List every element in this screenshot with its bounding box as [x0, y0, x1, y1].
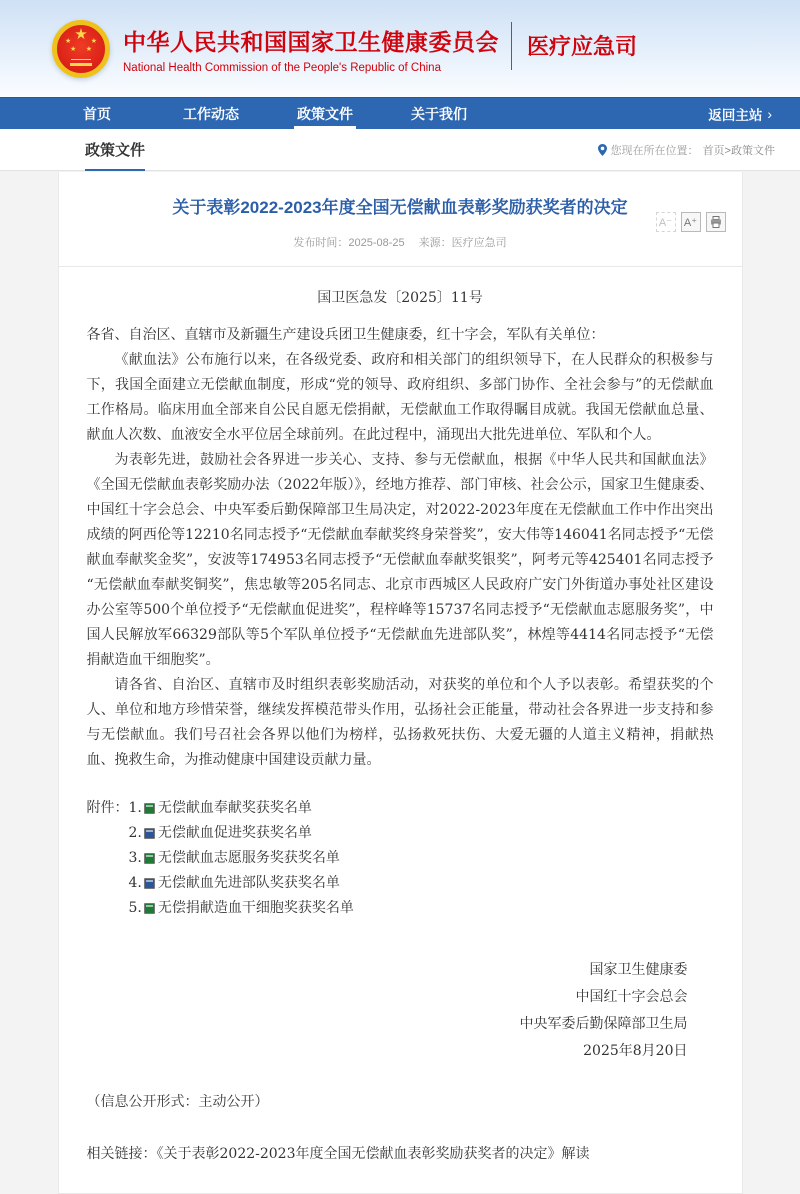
print-button[interactable]: [706, 212, 726, 232]
return-label: 返回主站: [708, 107, 763, 123]
attachment-item: [129, 846, 354, 871]
attachment-number: 1.: [128, 799, 142, 816]
related-links-block: [87, 1143, 714, 1163]
salutation: 各省、自治区、直辖市及新疆生产建设兵团卫生健康委，红十字会，军队有关单位：: [86, 326, 605, 343]
printer-icon: [710, 216, 722, 228]
signature-date: 2025年8月20日: [583, 1042, 688, 1059]
org-name-en: National Health Commission of the People's Republic of China: [123, 61, 441, 74]
emblem-star-icon: ★: [65, 37, 72, 45]
org-name-cn: 中华人民共和国国家卫生健康委员会: [123, 28, 499, 55]
breadcrumb-path[interactable]: 首页>政策文件: [702, 144, 775, 157]
article-paragraph: 《献血法》公布施行以来，在各级党委、政府和相关部门的组织领导下，在人民群众的积极参与下，我国全面建立无偿献血制度，形成“党的领导、政府组织、多部门协作、全社会参与”的无偿献血工作格局。临床用血全部来自公民自愿无偿捐献，无偿献血工作取得瞩目成就。我国无偿献血总量、献血人次数、血液安全水平位居全球前列。在此过程中，涌现出大批先进单位、军队和个人。: [86, 351, 714, 443]
attachment-link[interactable]: 无偿献血志愿服务奖获奖名单: [157, 849, 340, 866]
signature-line: 中央军委后勤保障部卫生局: [519, 1015, 688, 1032]
breadcrumb: [598, 142, 775, 158]
signature-line: 国家卫生健康委: [589, 961, 688, 978]
nav-item-about-us[interactable]: 关于我们: [411, 105, 467, 122]
return-to-main-site-link[interactable]: [708, 98, 772, 129]
document-number: 国卫医急发〔2025〕11号: [317, 289, 483, 306]
nav-item-home[interactable]: 首页: [83, 105, 111, 122]
attachment-number: 2.: [128, 824, 142, 841]
attachment-link[interactable]: 无偿献血奉献奖获奖名单: [157, 799, 312, 816]
attachment-item: [129, 896, 354, 921]
source-label: 来源：: [418, 236, 452, 249]
attachment-item: [129, 871, 354, 896]
emblem-star-icon: ★: [70, 45, 77, 53]
attachment-link[interactable]: 无偿献血促进奖获奖名单: [157, 824, 312, 841]
attachments-block: [87, 796, 714, 921]
article-meta: [87, 234, 714, 250]
attachment-link[interactable]: 无偿献血先进部队奖获奖名单: [157, 874, 340, 891]
emblem-star-icon: ★: [90, 37, 97, 45]
attachment-number: 5.: [128, 899, 142, 916]
china-national-emblem-icon[interactable]: [52, 20, 110, 78]
publish-time-label: 发布时间：: [293, 236, 349, 249]
article-paragraph: 为表彰先进，鼓励社会各界进一步关心、支持、参与无偿献血，根据《中华人民共和国献血法》《全国无偿献血表彰奖励办法（2022年版）》，经地方推荐、部门审核、社会公示，国家卫生健康委、中国红十字会总会、中央军委后勤保障部卫生局决定，对2022-2023年度在无偿献血工作中作出突出成绩的阿西伦等12210名同志授予“无偿献血奉献奖终身荣誉奖”，安大伟等146041名同志授予“无偿献血奉献奖金奖”，安波等174953名同志授予“无偿献血奉献奖银奖”，阿考元等425401名同志授予“无偿献血奉献奖铜奖”，焦忠敏等205名同志、北京市西城区人民政府广安门外街道办事处社区建设办公室等500个单位授予“无偿献血促进奖”，程梓峰等15737名同志授予“无偿献血志愿服务奖”，中国人民解放军66329部队等5个军队单位授予“无偿献血先进部队奖”，林煌等4414名同志授予“无偿捐献造血干细胞奖”。: [86, 451, 714, 668]
disclosure-note: （信息公开形式：主动公开）: [86, 1093, 269, 1110]
site-header: [0, 0, 800, 97]
location-pin-icon: [598, 144, 607, 156]
spreadsheet-file-icon: [144, 803, 155, 814]
attachment-number: 4.: [128, 874, 142, 891]
source-value: 医疗应急司: [451, 236, 507, 249]
spreadsheet-file-icon: [144, 878, 155, 889]
main-nav: [0, 97, 800, 129]
org-title-block: [123, 24, 499, 74]
related-links-label: 相关链接：: [86, 1145, 157, 1162]
article-paragraph: 请各省、自治区、直辖市及时组织表彰奖励活动，对获奖的单位和个人予以表彰。希望获奖的个人、单位和地方珍惜荣誉，继续发挥模范带头作用，弘扬社会正能量，带动社会各界进一步支持和参与无偿献血。我们号召社会各界以他们为榜样，弘扬救死扶伤、大爱无疆的人道主义精神，捐献热血、挽救生命，为推动健康中国建设贡献力量。: [86, 676, 714, 768]
attachments-list: [129, 796, 354, 921]
attachment-link[interactable]: 无偿捐献造血干细胞奖获奖名单: [157, 899, 354, 916]
font-decrease-button[interactable]: A⁻: [656, 212, 676, 232]
content-area: [0, 171, 800, 1162]
chevron-right-icon: ›: [767, 105, 772, 122]
article-body: [87, 323, 714, 773]
font-increase-button[interactable]: A⁺: [681, 212, 701, 232]
section-strip: [0, 129, 800, 171]
nav-item-work-news[interactable]: 工作动态: [183, 105, 239, 122]
breadcrumb-prefix: 您现在所在位置：: [610, 144, 699, 157]
attachment-item: [129, 796, 354, 821]
spreadsheet-file-icon: [144, 853, 155, 864]
section-title: 政策文件: [85, 129, 145, 170]
header-divider: [511, 22, 512, 70]
spreadsheet-file-icon: [144, 828, 155, 839]
emblem-star-icon: ★: [74, 25, 88, 43]
publish-date: 2025-08-25: [348, 236, 405, 249]
emblem-gate-icon: [70, 63, 92, 66]
document-card: [58, 172, 743, 1194]
meta-divider: [59, 266, 742, 267]
article-toolbar: [656, 212, 726, 232]
attachments-label: 附件：: [86, 799, 129, 816]
article-title: 关于表彰2022-2023年度全国无偿献血表彰奖励获奖者的决定: [172, 198, 628, 217]
attachment-number: 3.: [128, 849, 142, 866]
signature-block: [87, 957, 714, 1065]
spreadsheet-file-icon: [144, 903, 155, 914]
emblem-star-icon: ★: [85, 45, 92, 53]
department-name: 医疗应急司: [527, 34, 638, 59]
attachment-item: [129, 821, 354, 846]
nav-item-policy-documents[interactable]: 政策文件: [268, 98, 382, 129]
signature-line: 中国红十字会总会: [575, 988, 688, 1005]
related-link[interactable]: 《关于表彰2022-2023年度全国无偿献血表彰奖励获奖者的决定》解读: [156, 1145, 590, 1162]
